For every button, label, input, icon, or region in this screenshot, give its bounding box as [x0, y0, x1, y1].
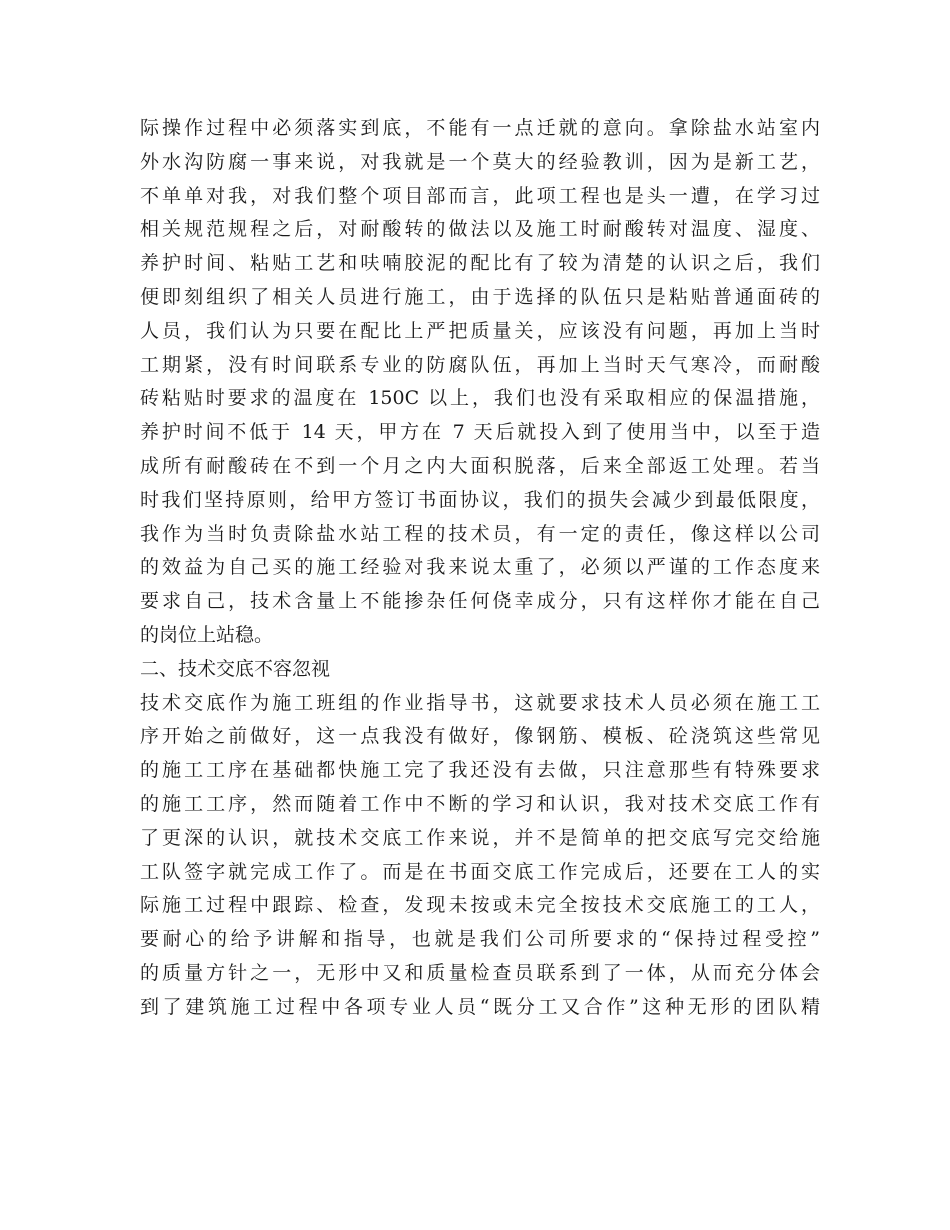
text-line: 技术交底作为施工班组的作业指导书，这就要求技术人员必须在施工工 [140, 691, 820, 714]
text-line: 时我们坚持原则，给甲方签订书面协议，我们的损失会减少到最低限度， [140, 488, 820, 511]
text-line: 人员，我们认为只要在配比上严把质量关，应该没有问题，再加上当时 [140, 319, 820, 342]
text-line: 的效益为自己买的施工经验对我来说太重了，必须以严谨的工作态度来 [140, 556, 820, 579]
text-line: 相关规范规程之后，对耐酸转的做法以及施工时耐酸转对温度、湿度、 [140, 218, 820, 241]
section-heading: 二、技术交底不容忽视 [140, 657, 331, 680]
text-line: 砖粘贴时要求的温度在 150C 以上，我们也没有采取相应的保温措施， [140, 387, 820, 410]
text-line: 到了建筑施工过程中各项专业人员“既分工又合作”这种无形的团队精 [140, 995, 820, 1018]
text-line: 要求自己，技术含量上不能掺杂任何侥幸成分，只有这样你才能在自己 [140, 590, 820, 613]
text-line: 际施工过程中跟踪、检查，发现未按或未完全按技术交底施工的工人， [140, 894, 820, 917]
text-line: 养护时间、粘贴工艺和呋喃胶泥的配比有了较为清楚的认识之后，我们 [140, 252, 820, 275]
text-line: 序开始之前做好，这一点我没有做好，像钢筋、模板、砼浇筑这些常见 [140, 725, 820, 748]
text-line: 不单单对我，对我们整个项目部而言，此项工程也是头一遭，在学习过 [140, 184, 820, 207]
text-line: 要耐心的给予讲解和指导，也就是我们公司所要求的“保持过程受控” [140, 928, 820, 951]
text-line: 外水沟防腐一事来说，对我就是一个莫大的经验教训，因为是新工艺， [140, 150, 820, 173]
text-line: 工队签字就完成工作了。而是在书面交底工作完成后，还要在工人的实 [140, 860, 820, 883]
text-line: 了更深的认识，就技术交底工作来说，并不是简单的把交底写完交给施 [140, 826, 820, 849]
text-line: 的质量方针之一，无形中又和质量检查员联系到了一体，从而充分体会 [140, 961, 820, 984]
text-line: 工期紧，没有时间联系专业的防腐队伍，再加上当时天气寒冷，而耐酸 [140, 353, 820, 376]
text-line: 养护时间不低于 14 天，甲方在 7 天后就投入到了使用当中，以至于造 [140, 421, 820, 444]
text-line: 际操作过程中必须落实到底，不能有一点迁就的意向。拿除盐水站室内 [140, 117, 820, 139]
text-line: 的施工工序，然而随着工作中不断的学习和认识，我对技术交底工作有 [140, 792, 820, 815]
text-line: 的岗位上站稳。 [140, 623, 274, 646]
text-line: 便即刻组织了相关人员进行施工，由于选择的队伍只是粘贴普通面砖的 [140, 285, 820, 308]
text-line: 成所有耐酸砖在不到一个月之内大面积脱落，后来全部返工处理。若当 [140, 454, 820, 477]
text-line: 我作为当时负责除盐水站工程的技术员，有一定的责任，像这样以公司 [140, 522, 820, 545]
body-text [140, 112, 820, 1025]
text-line: 的施工工序在基础都快施工完了我还没有去做，只注意那些有特殊要求 [140, 759, 820, 782]
